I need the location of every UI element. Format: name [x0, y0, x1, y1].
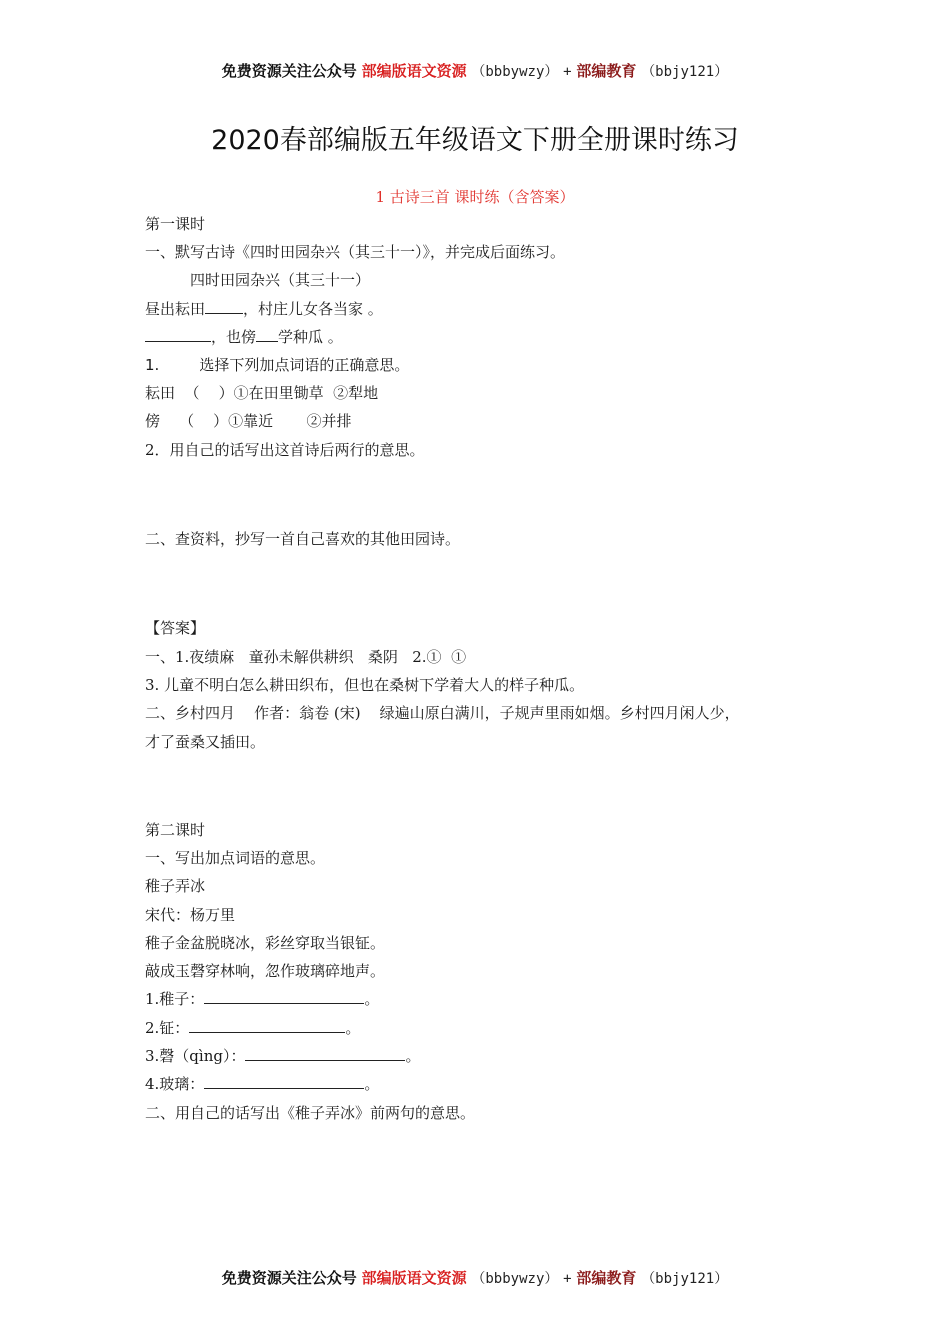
fill-blank-3[interactable] — [256, 327, 278, 342]
lesson2-poem-line-1: 稚子金盆脱晓冰，彩丝穿取当银钲。 — [145, 934, 386, 952]
fill-item-1 — [145, 989, 379, 1009]
banner-id1: （bbbywzy） — [471, 1271, 559, 1287]
fill-item-4-blank[interactable] — [204, 1074, 364, 1089]
lesson2-q1: 一、写出加点词语的意思。 — [145, 849, 326, 867]
banner-name1: 部编版语文资源 — [361, 62, 467, 80]
fill-item-3-blank[interactable] — [245, 1046, 405, 1061]
top-banner — [0, 60, 950, 81]
answer-line-4: 才了蚕桑又插田。 — [145, 733, 266, 751]
answer-line-3: 二、乡村四月 作者：翁卷 (宋) 绿遍山原白满川，子规声里雨如烟。乡村四月闲人少， — [145, 704, 740, 722]
banner-prefix: 免费资源关注公众号 — [221, 1269, 357, 1287]
bottom-banner — [0, 1267, 950, 1288]
banner-id2: （bbjy121） — [641, 64, 729, 80]
lesson2-heading: 第二课时 — [145, 821, 206, 839]
banner-name1: 部编版语文资源 — [361, 1269, 467, 1287]
lesson2-q2: 二、用自己的话写出《稚子弄冰》前两句的意思。 — [145, 1104, 476, 1122]
fill-item-2-label: 2.钲： — [145, 1019, 190, 1037]
answer-line-2: 3. 儿童不明白怎么耕田织布，但也在桑树下学着大人的样子种瓜。 — [145, 676, 585, 694]
fill-item-1-end: 。 — [364, 990, 380, 1008]
poem-line-1 — [145, 299, 383, 319]
banner-id2: （bbjy121） — [641, 1271, 729, 1287]
lesson1-sub1 — [145, 355, 409, 375]
answer-line-1: 一、1.夜绩麻 童孙未解供耕织 桑阴 2.① ① — [145, 648, 467, 666]
lesson1-sub1-text: 选择下列加点词语的正确意思。 — [199, 356, 410, 374]
lesson2-poem-line-2: 敲成玉磬穿林响，忽作玻璃碎地声。 — [145, 962, 386, 980]
fill-item-2-end: 。 — [345, 1019, 361, 1037]
banner-name2: 部编教育 — [576, 1269, 637, 1287]
lesson1-heading: 第一课时 — [145, 215, 206, 233]
banner-id1: （bbbywzy） — [471, 64, 559, 80]
fill-item-3-end: 。 — [405, 1047, 421, 1065]
banner-plus: + — [563, 1271, 572, 1287]
lesson2-poem-title: 稚子弄冰 — [145, 877, 206, 895]
lesson1-poem-title: 四时田园杂兴（其三十一） — [190, 271, 371, 289]
lesson1-q1: 一、默写古诗《四时田园杂兴（其三十一）》，并完成后面练习。 — [145, 243, 566, 261]
fill-item-4-label: 4.玻璃： — [145, 1075, 205, 1093]
fill-blank-2[interactable] — [145, 327, 211, 342]
fill-item-3-label: 3.磬（qìng）： — [145, 1047, 246, 1065]
fill-item-1-blank[interactable] — [204, 989, 364, 1004]
fill-item-3 — [145, 1046, 421, 1066]
poem-line-1-b: ，村庄儿女各当家 。 — [243, 300, 383, 318]
lesson1-sub1-num: 1. — [145, 356, 160, 374]
fill-blank-1[interactable] — [205, 299, 243, 314]
banner-plus: + — [563, 64, 572, 80]
lesson1-q2: 二、查资料，抄写一首自己喜欢的其他田园诗。 — [145, 530, 461, 548]
banner-name2: 部编教育 — [576, 62, 637, 80]
fill-item-4-end: 。 — [364, 1075, 380, 1093]
lesson1-option-2: 傍 （ ）①靠近 ②并排 — [145, 412, 352, 430]
banner-prefix: 免费资源关注公众号 — [221, 62, 357, 80]
lesson-subtitle: 1 古诗三首 课时练（含答案） — [375, 188, 575, 206]
fill-item-1-label: 1.稚子： — [145, 990, 205, 1008]
poem-line-1-a: 昼出耘田 — [145, 300, 206, 318]
poem-line-2 — [145, 327, 343, 347]
answers-heading: 【答案】 — [145, 619, 206, 637]
lesson1-option-1: 耘田 （ ）①在田里锄草 ②犁地 — [145, 384, 379, 402]
page-title: 2020春部编版五年级语文下册全册课时练习 — [211, 125, 739, 156]
lesson2-author: 宋代：杨万里 — [145, 906, 236, 924]
poem-line-2-a: ，也傍 — [211, 328, 257, 346]
poem-line-2-b: 学种瓜 。 — [278, 328, 343, 346]
lesson1-sub2: 2．用自己的话写出这首诗后两行的意思。 — [145, 441, 425, 459]
fill-item-2 — [145, 1018, 360, 1038]
fill-item-4 — [145, 1074, 379, 1094]
fill-item-2-blank[interactable] — [189, 1018, 345, 1033]
